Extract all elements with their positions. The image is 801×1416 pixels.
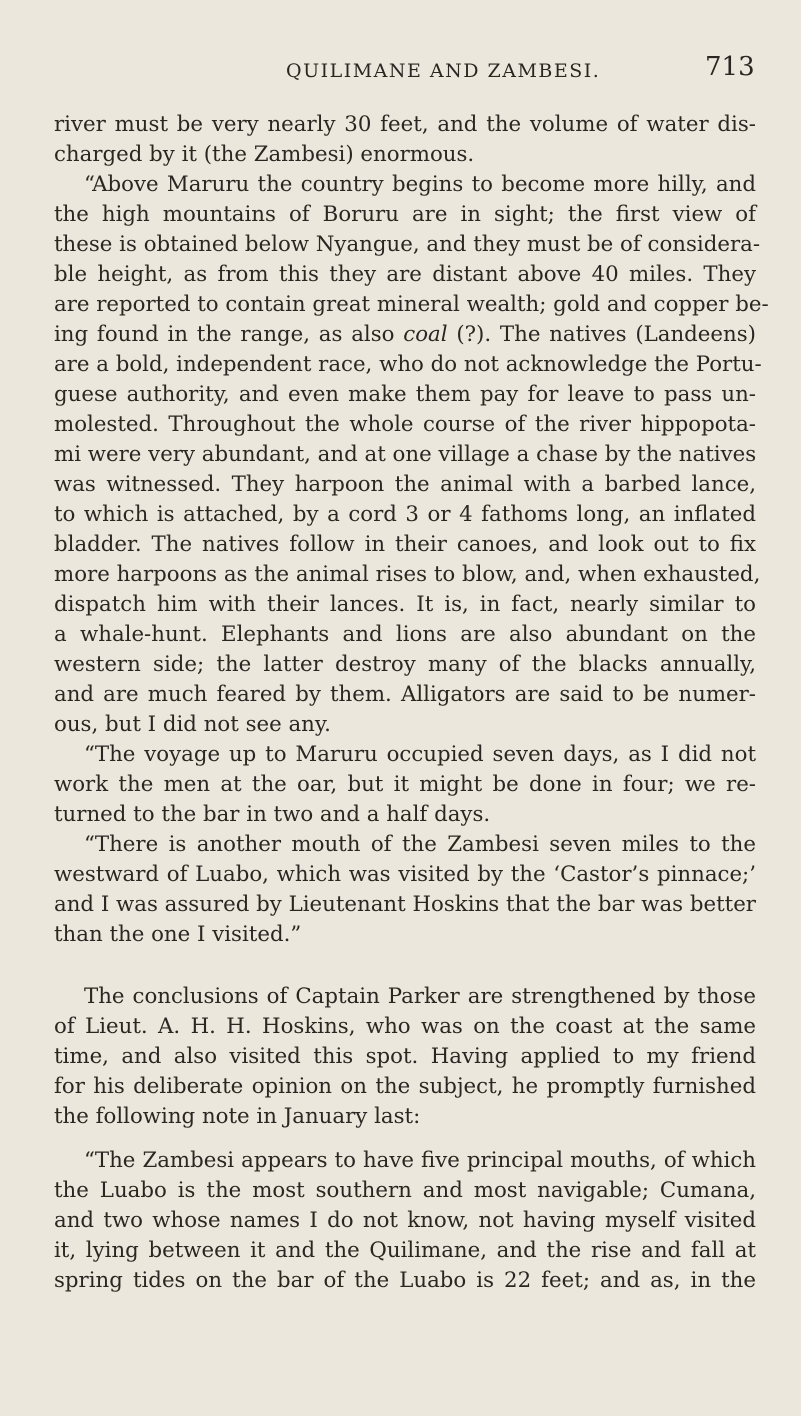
running-head: QUILIMANE AND ZAMBESI. <box>286 60 601 82</box>
paragraph-gap <box>54 950 756 982</box>
text-line: “The voyage up to Maruru occupied seven days, as I did not <box>84 742 756 767</box>
text-line: ous, but I did not see any. <box>54 712 331 737</box>
text-line: and I was assured by Lieutenant Hoskins that the bar was better <box>54 892 756 917</box>
page-number: 713 <box>705 52 755 82</box>
text-line: work the men at the oar, but it might be done in four; we re- <box>54 772 756 797</box>
text-line: and are much feared by them. Alligators are said to be numer- <box>54 682 756 707</box>
text-line: mi were very abundant, and at one village a chase by the natives <box>54 442 757 467</box>
text-line: are reported to contain great mineral wealth; gold and copper be- <box>54 292 769 317</box>
text-line: are a bold, independent race, who do not acknowledge the Portu- <box>54 352 762 377</box>
body-text <box>54 110 769 1296</box>
text-line: these is obtained below Nyangue, and they must be of considera- <box>54 232 761 257</box>
text-line: spring tides on the bar of the Luabo is 22 feet; and as, in the <box>54 1268 756 1293</box>
text-line: turned to the bar in two and a half days. <box>54 802 491 827</box>
text-line: western side; the latter destroy many of the blacks annually, <box>54 652 756 677</box>
text-line: river must be very nearly 30 feet, and the volume of water dis- <box>54 112 756 137</box>
paragraph <box>54 740 756 830</box>
text-line: the Luabo is the most southern and most navigable; Cumana, <box>54 1178 756 1203</box>
text-line: a whale-hunt. Elephants and lions are also abundant on the <box>54 622 756 647</box>
text-line: more harpoons as the animal rises to blow, and, when exhausted, <box>54 562 761 587</box>
paragraph <box>54 830 756 950</box>
text-line: the following note in January last: <box>54 1104 421 1129</box>
text-line: bladder. The natives follow in their canoes, and look out to fix <box>54 532 756 557</box>
text-line: of Lieut. A. H. H. Hoskins, who was on the coast at the same <box>54 1014 756 1039</box>
text-segment: ing found in the range, as also <box>54 322 395 347</box>
text-line: guese authority, and even make them pay for leave to pass un- <box>54 382 756 407</box>
paragraph-gap <box>54 1132 756 1146</box>
text-line: for his deliberate opinion on the subject, he promptly furnished <box>54 1074 756 1099</box>
text-line: than the one I visited.” <box>54 922 302 947</box>
text-line: to which is attached, by a cord 3 or 4 fathoms long, an inflated <box>54 502 756 527</box>
text-line: charged by it (the Zambesi) enormous. <box>54 142 475 167</box>
text-line: The conclusions of Captain Parker are strengthened by those <box>84 984 756 1009</box>
italic-word: coal <box>403 322 448 347</box>
text-line <box>54 320 756 350</box>
text-line: it, lying between it and the Quilimane, and the rise and fall at <box>54 1238 756 1263</box>
text-line: “There is another mouth of the Zambesi seven miles to the <box>84 832 756 857</box>
text-line: the high mountains of Boruru are in sight; the first view of <box>54 202 756 227</box>
text-line: and two whose names I do not know, not having myself visited <box>54 1208 756 1233</box>
text-line: was witnessed. They harpoon the animal with a barbed lance, <box>54 472 756 497</box>
paragraph <box>54 1146 756 1296</box>
paragraph <box>54 170 769 740</box>
paragraph <box>54 110 756 170</box>
text-segment: (?). The natives (Landeens) <box>456 322 756 347</box>
text-line: “Above Maruru the country begins to become more hilly, and <box>84 172 756 197</box>
text-line: molested. Throughout the whole course of the river hippopota- <box>54 412 756 437</box>
text-line: “The Zambesi appears to have five principal mouths, of which <box>84 1148 756 1173</box>
text-line: time, and also visited this spot. Having applied to my friend <box>54 1044 756 1069</box>
text-line: ble height, as from this they are distant above 40 miles. They <box>54 262 756 287</box>
text-line: dispatch him with their lances. It is, in fact, nearly similar to <box>54 592 756 617</box>
paragraph <box>54 982 756 1132</box>
text-line: westward of Luabo, which was visited by the ‘Castor’s pinnace;’ <box>54 862 756 887</box>
